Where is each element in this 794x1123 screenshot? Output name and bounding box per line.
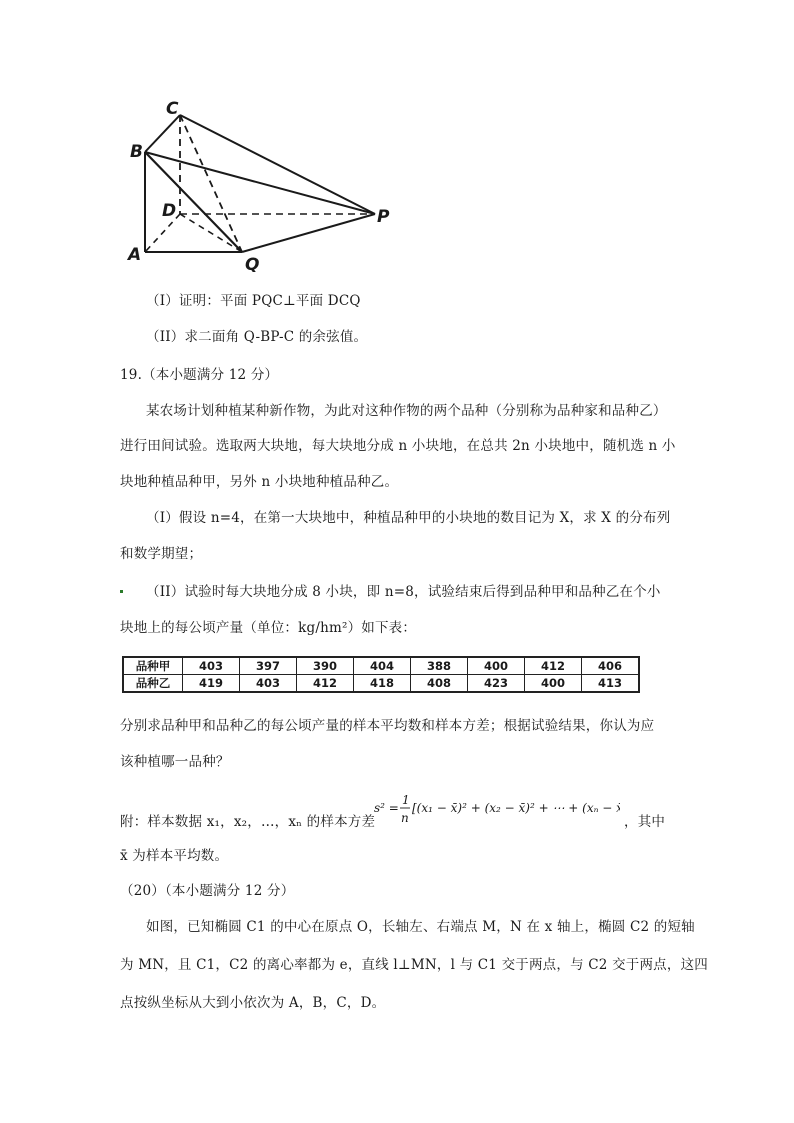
table-cell: 419 — [183, 675, 240, 693]
table-cell: 403 — [183, 657, 240, 675]
q20-line2: 为 MN，且 C1，C2 的离心率都为 e，直线 l⊥MN，l 与 C1 交于两点，与 C2 交于两点，这四 — [120, 957, 708, 973]
table-cell: 390 — [297, 657, 354, 675]
table-cell: 413 — [582, 675, 640, 693]
table-cell: 406 — [582, 657, 640, 675]
variance-note-line2: x̄ 为样本平均数。 — [120, 848, 229, 864]
q20-heading: （20）（本小题满分 12 分） — [120, 883, 295, 899]
edge-BQ — [145, 152, 242, 252]
label-Q: Q — [245, 255, 260, 272]
edge-BC — [145, 115, 180, 152]
variance-formula — [370, 792, 620, 838]
table-cell: 397 — [240, 657, 297, 675]
label-B: B — [130, 142, 143, 162]
edge-CP — [180, 115, 375, 214]
table-cell: 423 — [468, 675, 525, 693]
q18-part1: （I）证明：平面 PQC⊥平面 DCQ — [146, 293, 361, 309]
q19-part1-line2: 和数学期望； — [120, 546, 203, 562]
variance-note-prefix: 附：样本数据 x₁，x₂，…，xₙ 的样本方差 — [120, 814, 376, 830]
q19-ask-line1: 分别求品种甲和品种乙的每公顷产量的样本平均数和样本方差；根据试验结果，你认为应 — [120, 718, 655, 734]
margin-mark — [120, 590, 123, 593]
row-header: 品种甲 — [123, 657, 183, 675]
formula-lhs: s² = — [374, 801, 399, 815]
q19-ask-line2: 该种植哪一品种？ — [120, 754, 230, 770]
q19-para1-line2: 进行田间试验。选取两大块地，每大块地分成 n 小块地，在总共 2n 小块地中，随机选 n 小 — [120, 438, 676, 454]
edge-QP — [242, 214, 375, 252]
label-D: D — [162, 201, 177, 221]
q19-para1-line1: 某农场计划种植某种新作物，为此对这种作物的两个品种（分别称为品种家和品种乙） — [146, 403, 667, 419]
table-cell: 400 — [525, 675, 582, 693]
formula-body: [(x₁ − x̄)² + (x₂ − x̄)² + ⋯ + (xₙ − x̄)²] — [412, 801, 620, 815]
row-header: 品种乙 — [123, 675, 183, 693]
label-C: C — [166, 99, 179, 119]
formula-numerator: 1 — [402, 793, 410, 807]
yield-table — [122, 656, 640, 693]
label-A: A — [128, 245, 142, 265]
table-cell: 400 — [468, 657, 525, 675]
table-cell: 418 — [354, 675, 411, 693]
pyramid-diagram — [120, 92, 400, 272]
q19-heading: 19.（本小题满分 12 分） — [120, 367, 279, 383]
q19-part2-line2: 块地上的每公顷产量（单位：kg/hm²）如下表： — [120, 620, 417, 636]
variance-note-suffix: ，其中 — [624, 814, 666, 830]
label-P: P — [377, 207, 390, 227]
q20-line3: 点按纵坐标从大到小依次为 A，B，C，D。 — [120, 995, 386, 1011]
table-row-yi — [123, 675, 639, 693]
q19-para1-line3: 块地种植品种甲，另外 n 小块地种植品种乙。 — [120, 474, 399, 490]
q18-part2: （II）求二面角 Q-BP-C 的余弦值。 — [146, 329, 368, 345]
table-cell: 408 — [411, 675, 468, 693]
table-row-jia — [123, 657, 639, 675]
geometry-figure — [120, 92, 400, 272]
q19-part1-line1: （I）假设 n=4，在第一大块地中，种植品种甲的小块地的数目记为 X，求 X 的分布列 — [146, 510, 671, 526]
table-cell: 412 — [297, 675, 354, 693]
table-cell: 412 — [525, 657, 582, 675]
formula-denominator: n — [401, 811, 409, 825]
table-cell: 404 — [354, 657, 411, 675]
table-cell: 388 — [411, 657, 468, 675]
table-cell: 403 — [240, 675, 297, 693]
q20-line1: 如图，已知椭圆 C1 的中心在原点 O，长轴左、右端点 M，N 在 x 轴上，椭圆 C2 的短轴 — [146, 919, 695, 935]
q19-part2-line1: （II）试验时每大块地分成 8 小块，即 n=8，试验结束后得到品种甲和品种乙在个小 — [146, 584, 661, 600]
edge-CQ — [180, 115, 242, 252]
